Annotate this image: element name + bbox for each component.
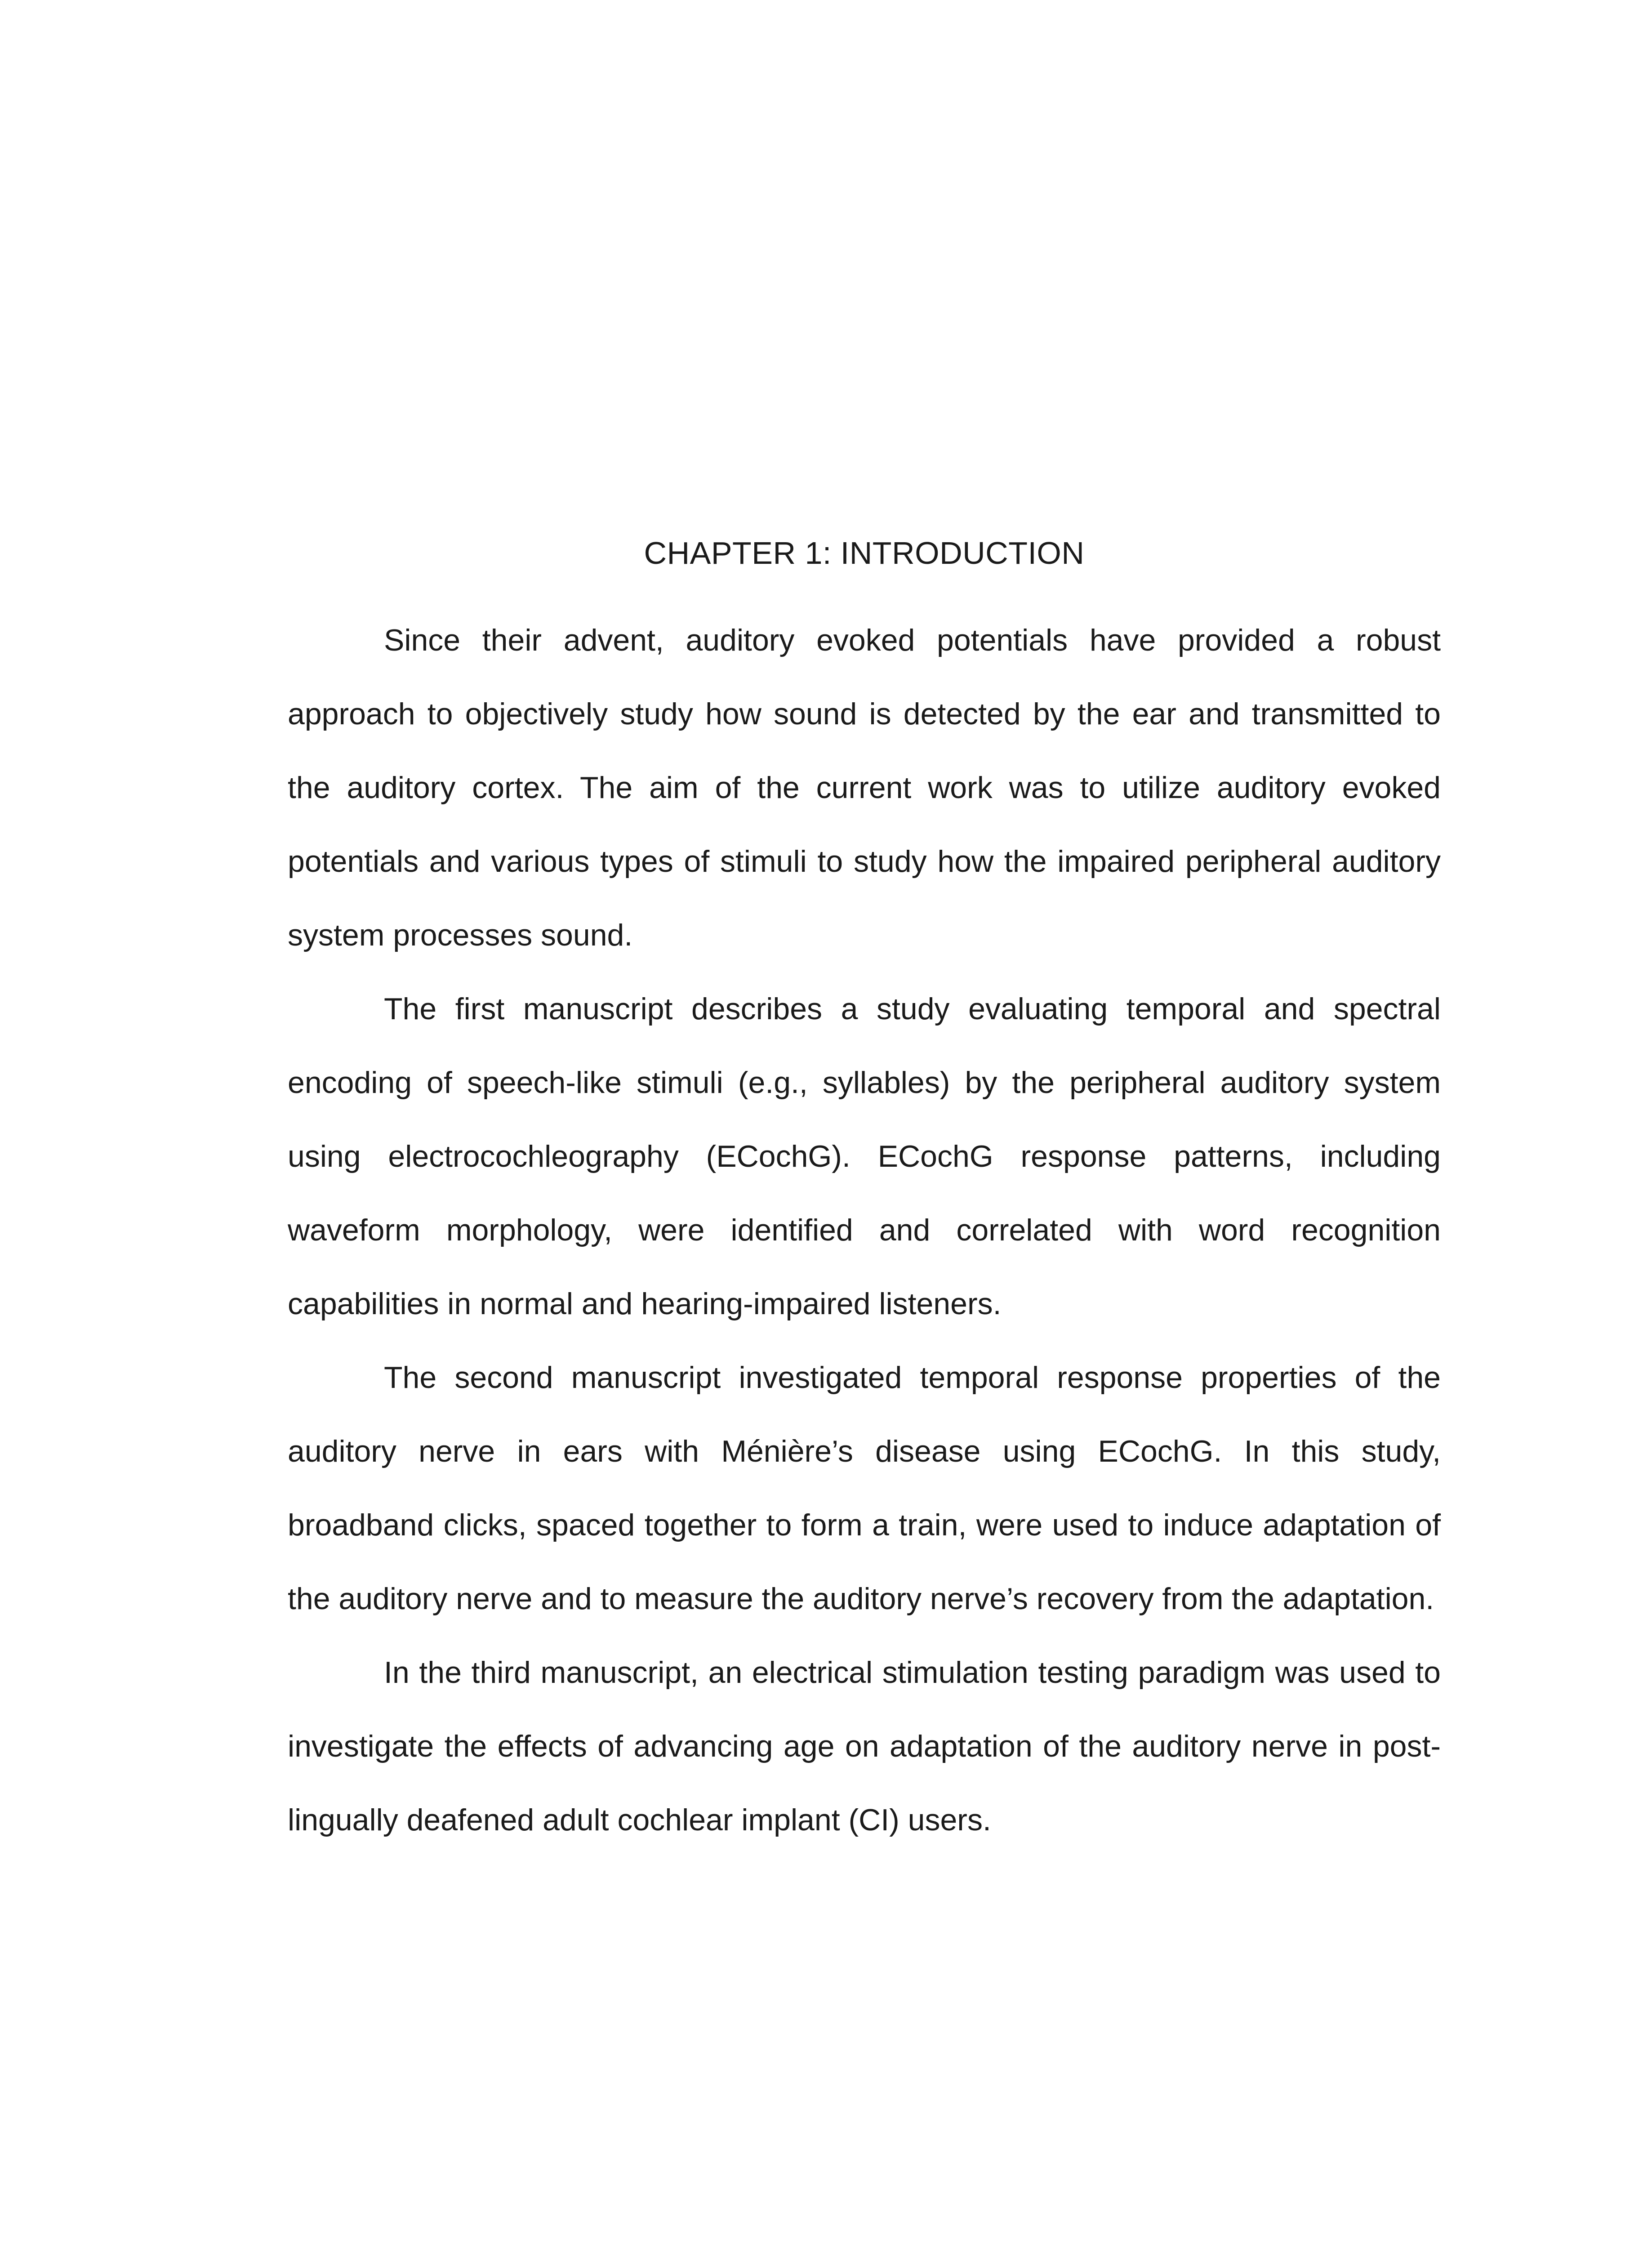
page-body (288, 531, 1441, 1857)
chapter-title: CHAPTER 1: INTRODUCTION (644, 535, 1085, 571)
paragraph-second-manuscript: The second manuscript investigated temporal response properties of the auditory nerve in ears with Ménière’s disease using ECochG. In this study, broadband clicks, spaced together to form a train, were used to induce adaptation of the auditory nerve and to measure the auditory nerve’s recovery from the adaptation. (288, 1360, 1441, 1616)
paragraph-third-manuscript: In the third manuscript, an electrical stimulation testing paradigm was used to investigate the effects of advancing age on adaptation of the auditory nerve in post-lingually deafened adult cochlear implant (CI) users. (288, 1655, 1441, 1837)
paragraph-intro: Since their advent, auditory evoked potentials have provided a robust approach to objectively study how sound is detected by the ear and transmitted to the auditory cortex. The aim of the current work was to utilize auditory evoked potentials and various types of stimuli to study how the impaired peripheral auditory system processes sound. (288, 623, 1441, 952)
paragraph-first-manuscript: The first manuscript describes a study evaluating temporal and spectral encoding of speech-like stimuli (e.g., syllables) by the peripheral auditory system using electrocochleography (ECochG). ECochG response patterns, including waveform morphology, were identified and correlated with word recognition capabilities in normal and hearing-impaired listeners. (288, 992, 1441, 1321)
